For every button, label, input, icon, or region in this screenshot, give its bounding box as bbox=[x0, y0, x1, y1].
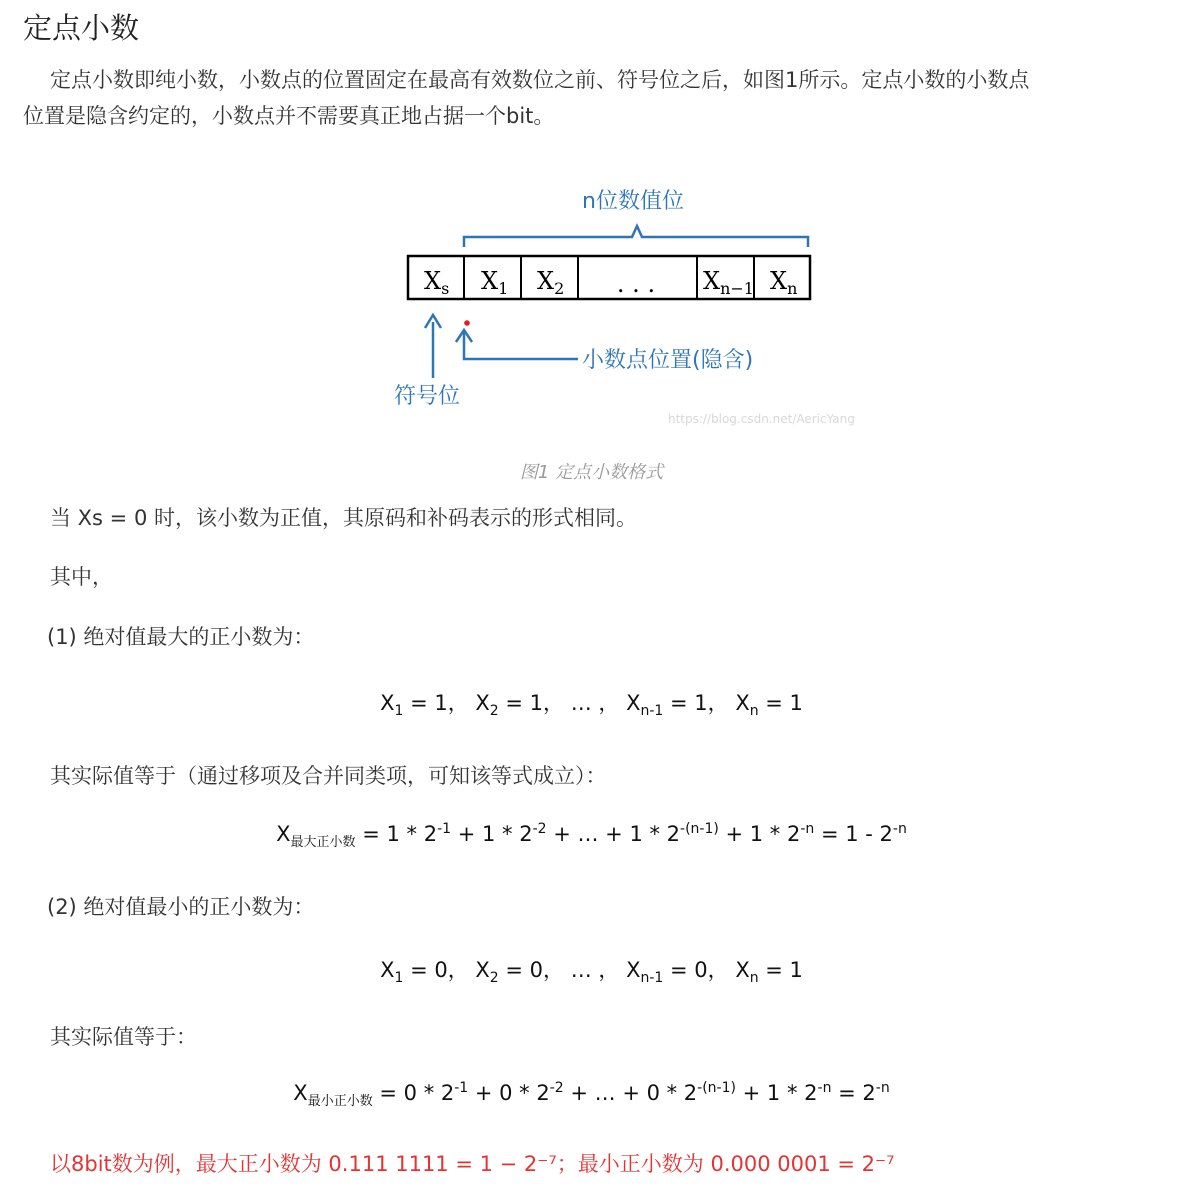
actual-value-2-label: 其实际值等于： bbox=[50, 1025, 197, 1049]
decimal-point-label: 小数点位置(隐含) bbox=[582, 348, 754, 373]
watermark: https://blog.csdn.net/AericYang bbox=[668, 412, 855, 426]
actual-value-1-label: 其实际值等于（通过移项及合并同类项，可知该等式成立）： bbox=[50, 764, 607, 788]
formula-max-bits: $X_1 = 1$， $X_2 = 1$， … ， $X_{n-1} = 1$， $X_n = 1$ bbox=[380, 691, 803, 720]
intro-line-2: 位置是隐含约定的，小数点并不需要真正地占据一个bit。 bbox=[23, 104, 555, 128]
figure-caption: 图1 定点小数格式 bbox=[519, 462, 664, 483]
positive-note: 当 Xs = 0 时，该小数为正值，其原码和补码表示的形式相同。 bbox=[50, 506, 637, 530]
sign-bit-label: 符号位 bbox=[393, 384, 461, 409]
cell-dots: . . . bbox=[616, 270, 656, 298]
page-title: 定点小数 bbox=[23, 11, 140, 45]
item-2-label: (2) 绝对值最小的正小数为： bbox=[47, 895, 315, 919]
cell-x2: $X_2$ bbox=[537, 267, 565, 298]
fixed-point-format-diagram bbox=[0, 0, 1183, 440]
cell-xs: $X_s$ bbox=[424, 267, 450, 298]
decimal-point-dot bbox=[464, 320, 470, 326]
intro-line-1: 定点小数即纯小数，小数点的位置固定在最高有效数位之前、符号位之后，如图1所示。定点小数的小数点 bbox=[50, 68, 1030, 92]
example-8bit: 以8bit数为例，最大正小数为 0.111 1111 = 1 − 2⁻⁷；最小正小数为 0.000 0001 = 2⁻⁷ bbox=[50, 1152, 895, 1176]
cell-xn: $X_n$ bbox=[770, 267, 798, 298]
brace-label: n位数值位 bbox=[582, 189, 684, 214]
cell-x1: $X_1$ bbox=[481, 267, 509, 298]
value-bits-brace bbox=[464, 226, 808, 247]
cell-xn-minus-1: $X_{n-1}$ bbox=[703, 267, 754, 298]
formula-min-value: $X_{最小正小数} = 0 * 2^{-1} + 0 * 2^{-2}$ + … + $0 * 2^{-(n-1)} + 1 * 2^{-n} = 2^{-n}$ bbox=[293, 1080, 890, 1110]
bit-register bbox=[408, 256, 810, 299]
formula-min-bits: $X_1 = 0$， $X_2 = 0$， … ， $X_{n-1} = 0$， $X_n = 1$ bbox=[380, 958, 803, 987]
qizhong-label: 其中， bbox=[50, 565, 113, 589]
formula-max-value: $X_{最大正小数} = 1 * 2^{-1} + 1 * 2^{-2}$ + … + $1 * 2^{-(n-1)} + 1 * 2^{-n} = 1 - 2^{-n}$ bbox=[276, 821, 907, 851]
point-arrow-line bbox=[464, 332, 578, 359]
item-1-label: (1) 绝对值最大的正小数为： bbox=[47, 625, 315, 649]
